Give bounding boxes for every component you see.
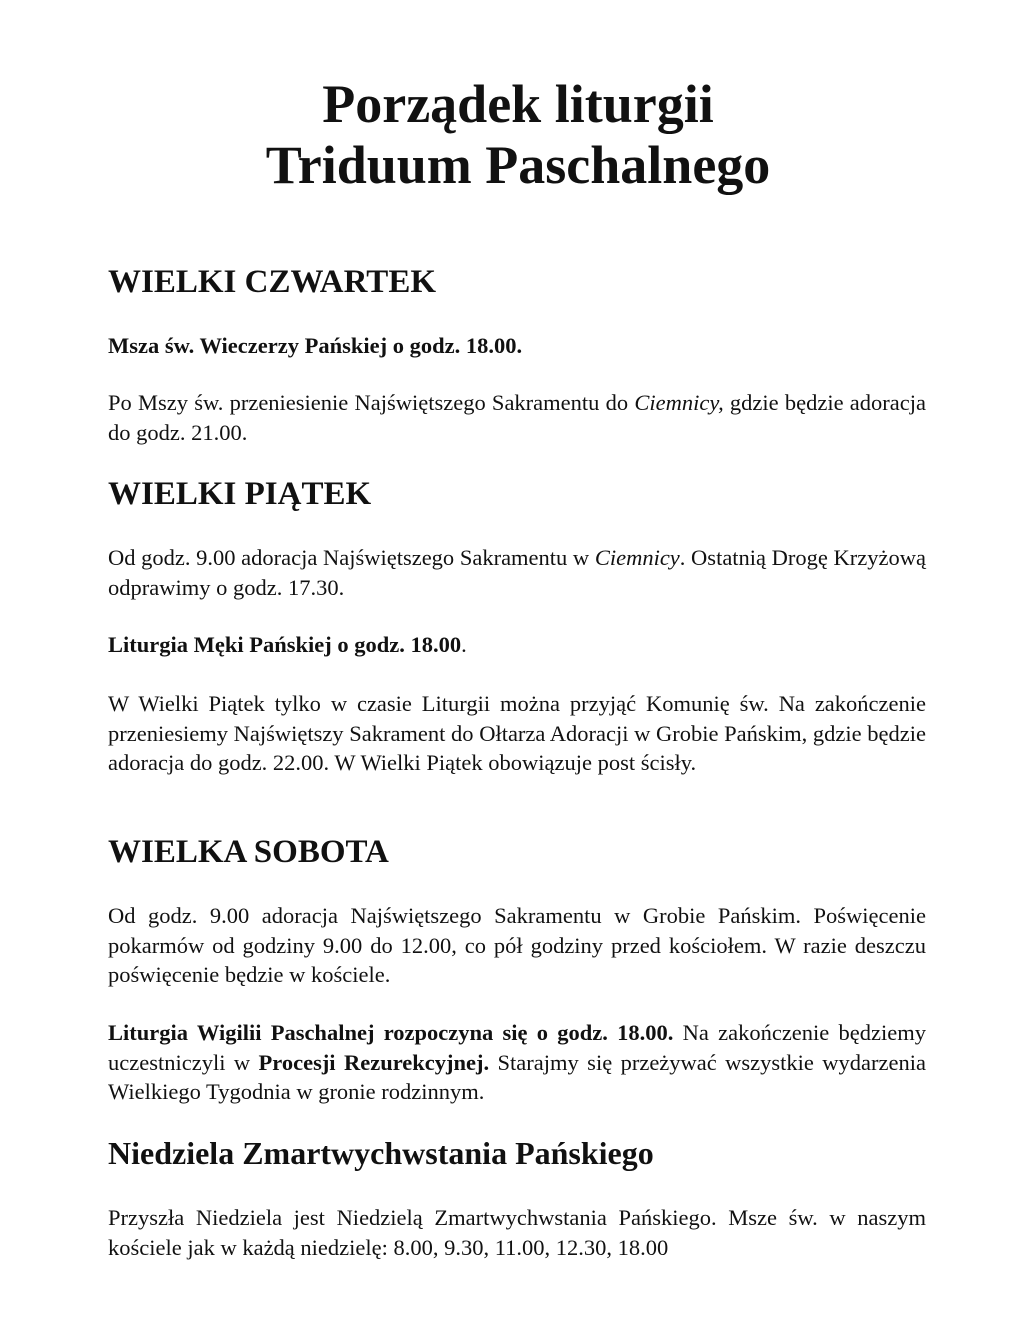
piatek-liturgy-time [108,630,926,660]
heading-niedziela: Niedziela Zmartwychwstania Pańskiego [108,1135,654,1171]
piatek-text-a: Od godz. 9.00 adoracja Najświętszego Sakramentu w [108,545,595,570]
ciemnica-term: Ciemnicy, [634,390,724,415]
czwartek-text-b: gdzie będzie adoracja do godz. 21.00. [108,390,926,445]
procession-bold: Procesji Rezurekcyjnej. [258,1049,490,1075]
sobota-text-mid: Na zakończenie będziemy uczestniczyli w [108,1020,926,1075]
piatek-liturgy-bold: Liturgia Męki Pańskiej o godz. 18.00 [108,632,462,657]
sobota-paragraph-1: Od godz. 9.00 adoracja Najświętszego Sakramentu w Grobie Pańskim. Poświęcenie pokarmów od godziny 9.00 do 12.00, co pół godziny przed kościołem. W razie deszczu poświęcenie będzie w kościele. [108,903,926,987]
czwartek-mass-time: Msza św. Wieczerzy Pańskiej o godz. 18.00. [108,333,523,358]
piatek-paragraph-1 [108,543,926,602]
ciemnica-term: Ciemnicy [594,545,680,570]
heading-wielki-piatek: WIELKI PIĄTEK [108,476,372,512]
czwartek-paragraph [108,388,926,447]
sobota-text-end: Starajmy się przeżywać wszystkie wydarzenia Wielkiego Tygodnia w gronie rodzinnym. [108,1049,926,1104]
piatek-paragraph-2: W Wielki Piątek tylko w czasie Liturgii można przyjąć Komunię św. Na zakończenie przeniesiemy Najświętszy Sakrament do Ołtarza Adoracji w Grobie Pańskim, gdzie będzie adoracja do godz. 22.00. W Wielki Piątek obowiązuje post ścisły. [108,691,926,775]
niedziela-paragraph: Przyszła Niedziela jest Niedzielą Zmartwychwstania Pańskiego. Msze św. w naszym kościele jak w każdą niedzielę: 8.00, 9.30, 11.00, 12.30, 18.00 [108,1205,926,1260]
czwartek-text-a: Po Mszy św. przeniesienie Najświętszego Sakramentu do [108,390,635,415]
title-line-1: Porządek liturgii [322,74,714,134]
piatek-text-b: . Ostatnią Drogę Krzyżową odprawimy o godz. 17.30. [108,545,926,600]
heading-wielki-czwartek: WIELKI CZWARTEK [108,264,437,300]
sobota-liturgy-bold: Liturgia Wigilii Paschalnej rozpoczyna się o godz. 18.00. [108,1020,674,1045]
piatek-liturgy-period: . [461,632,467,657]
sobota-paragraph-2 [108,1018,926,1107]
page-title [0,74,1036,196]
title-line-2: Triduum Paschalnego [265,135,771,195]
heading-wielka-sobota: WIELKA SOBOTA [108,834,389,870]
